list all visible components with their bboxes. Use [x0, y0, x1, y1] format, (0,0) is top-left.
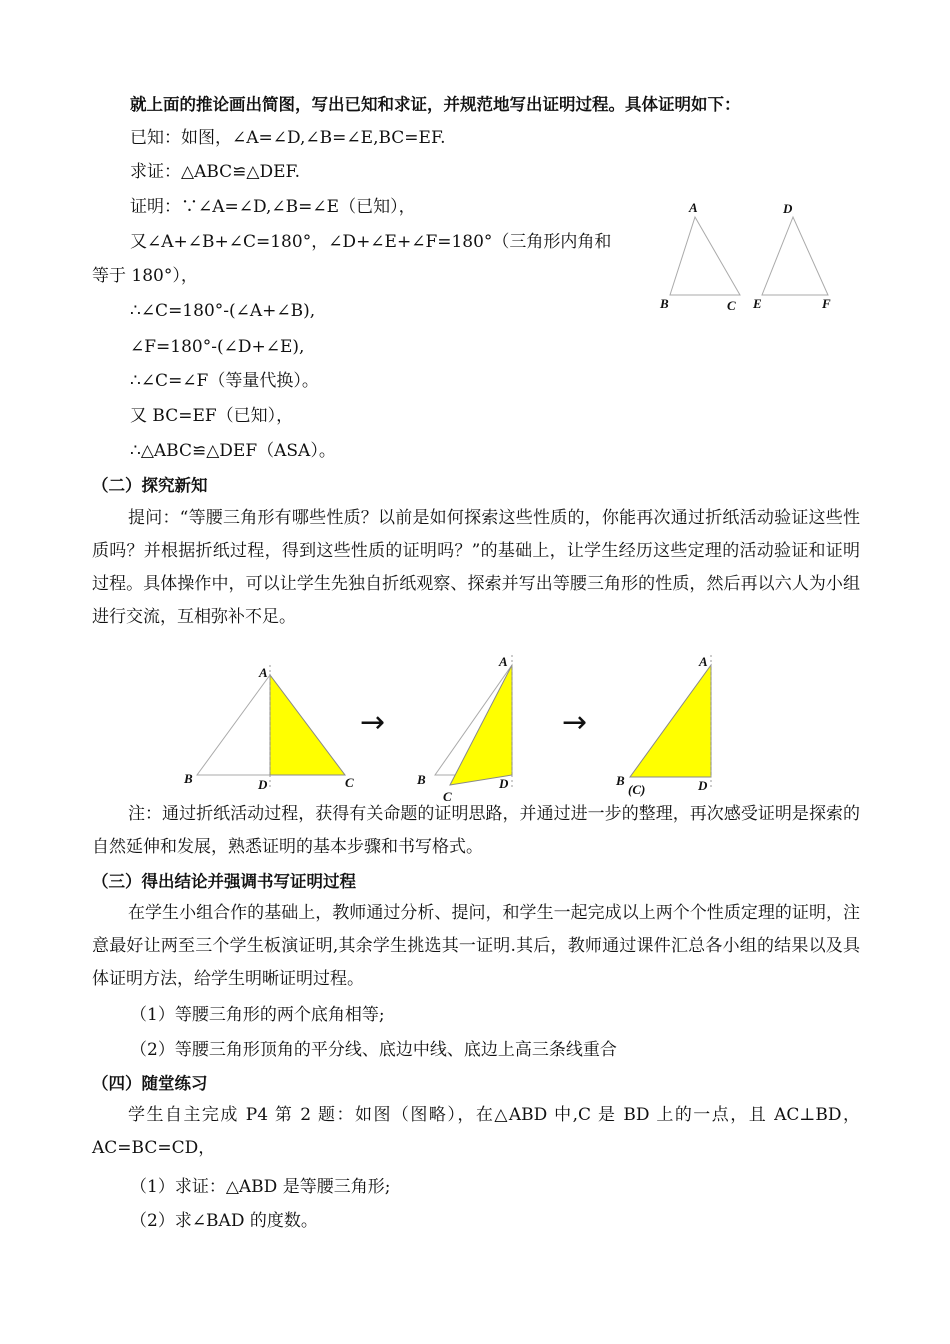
- label-c: C: [727, 298, 736, 313]
- fold-3-label-d: D: [698, 778, 708, 793]
- fold-3-yellow-triangle: [630, 665, 711, 777]
- proof-line-2b: 等于 180°），: [92, 266, 198, 286]
- fold-3-label-a: A: [699, 654, 708, 669]
- proof-line-1: 证明：∵∠A=∠D,∠B=∠E（已知），: [130, 197, 416, 217]
- fold-2-yellow-half: [450, 665, 512, 785]
- prove-text: 求证：△ABC≌△DEF.: [130, 162, 301, 182]
- exercise-paragraph: 学生自主完成 P4 第 2 题：如图（图略），在△ABD 中,C 是 BD 上的一点，且 AC⊥BD，AC=BC=CD，: [92, 1105, 860, 1158]
- property-2: （2）等腰三角形顶角的平分线、底边中线、底边上高三条线重合: [130, 1040, 617, 1060]
- fold-2-label-c: C: [443, 789, 452, 804]
- fold-figure-1: [175, 655, 365, 795]
- proof-line-2a: 又∠A+∠B+∠C=180°，∠D+∠E+∠F=180°（三角形内角和: [130, 232, 612, 252]
- fold-1-label-b: B: [184, 771, 193, 786]
- exercise-1: （1）求证：△ABD 是等腰三角形;: [130, 1177, 391, 1197]
- fold-1-label-c: C: [345, 775, 354, 790]
- proof-line-7: ∴△ABC≌△DEF（ASA）。: [130, 441, 336, 461]
- section-4-title: （四）随堂练习: [92, 1074, 208, 1093]
- proof-line-6: 又 BC=EF（已知），: [130, 406, 294, 426]
- label-b: B: [660, 296, 669, 311]
- property-1: （1）等腰三角形的两个底角相等;: [130, 1005, 385, 1025]
- arrow-1: →: [360, 705, 386, 740]
- fold-1-label-d: D: [258, 777, 268, 792]
- fold-2-label-a: A: [499, 654, 508, 669]
- fold-1-white-half: [197, 675, 270, 775]
- triangle-abc: [670, 217, 740, 295]
- exercise-2: （2）求∠BAD 的度数。: [130, 1211, 318, 1231]
- intro-text: 就上面的推论画出简图，写出已知和求证，并规范地写出证明过程。具体证明如下：: [130, 95, 741, 114]
- proof-line-5: ∴∠C=∠F（等量代换）。: [130, 371, 319, 391]
- fold-2-label-d: D: [499, 776, 509, 791]
- teacher-paragraph: 在学生小组合作的基础上，教师通过分析、提问，和学生一起完成以上两个个性质定理的证明，注意最好让两至三个学生板演证明,其余学生挑选其一证明.其后，教师通过课件汇总各小组的结果以及具体证明方法，给学生明晰证明过程。: [92, 903, 860, 989]
- proof-line-4: ∠F=180°-(∠D+∠E),: [130, 337, 305, 357]
- triangles-figure: [650, 195, 850, 320]
- fold-1-yellow-half: [270, 675, 345, 775]
- section-2-title: （二）探究新知: [92, 476, 208, 495]
- proof-line-3: ∴∠C=180°-(∠A+∠B),: [130, 301, 316, 321]
- known-text: 已知：如图，∠A=∠D,∠B=∠E,BC=EF.: [130, 128, 446, 148]
- fold-figure-3: [610, 650, 740, 805]
- label-e: E: [753, 296, 762, 311]
- fold-3-label-b: B: [616, 773, 625, 788]
- label-a: A: [689, 200, 698, 215]
- note-paragraph: 注：通过折纸活动过程，获得有关命题的证明思路，并通过进一步的整理，再次感受证明是探索的自然延伸和发展，熟悉证明的基本步骤和书写格式。: [92, 804, 860, 857]
- fold-1-label-a: A: [259, 665, 268, 680]
- triangle-def: [762, 217, 828, 295]
- question-paragraph: 提问：“等腰三角形有哪些性质？以前是如何探索这些性质的，你能再次通过折纸活动验证这些性质吗？并根据折纸过程，得到这些性质的证明吗？”的基础上，让学生经历这些定理的活动验证和证明过程。具体操作中，可以让学生先独自折纸观察、探索并写出等腰三角形的性质，然后再以六人为小组进行交流，互相弥补不足。: [92, 508, 860, 627]
- fold-figure-2: [410, 650, 540, 810]
- section-3-title: （三）得出结论并强调书写证明过程: [92, 872, 356, 891]
- label-d: D: [783, 201, 793, 216]
- fold-3-label-c: (C): [628, 782, 646, 797]
- label-f: F: [822, 296, 831, 311]
- arrow-2: →: [562, 705, 588, 740]
- fold-2-label-b: B: [417, 772, 426, 787]
